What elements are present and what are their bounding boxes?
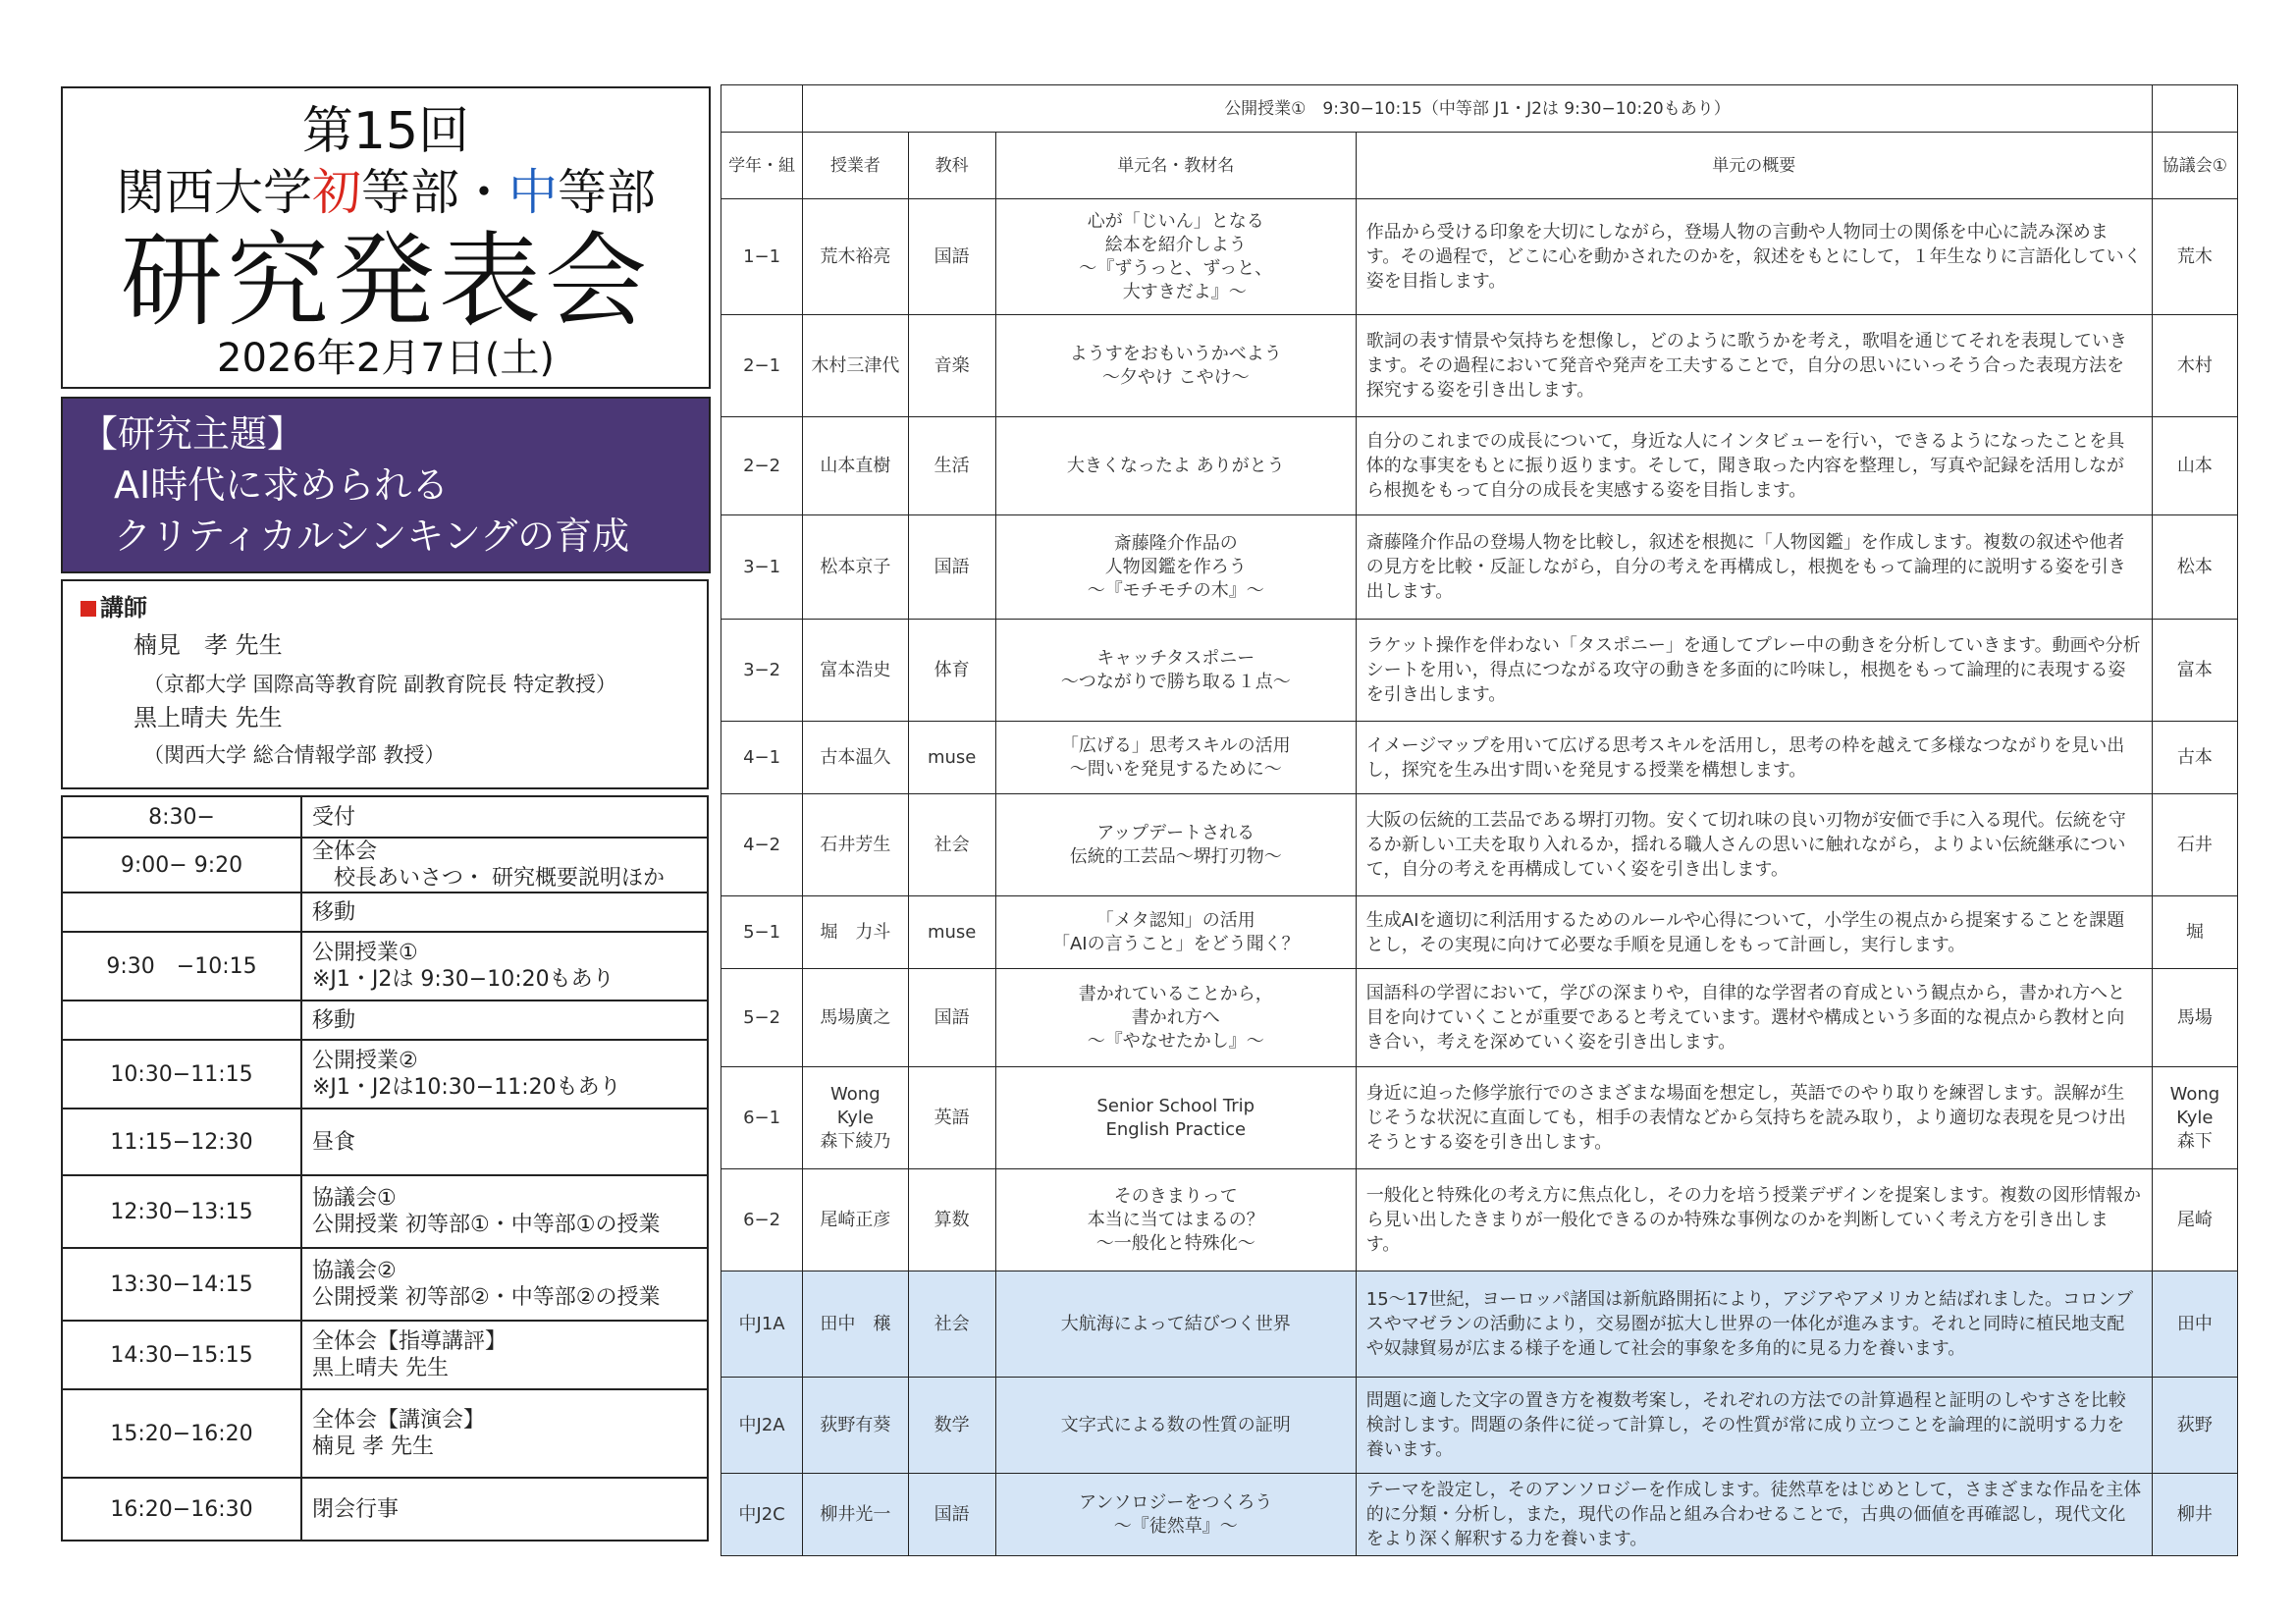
unit-cell-line: 書かれ方へ [1131, 1006, 1220, 1028]
grade-cell: 4−1 [721, 722, 803, 794]
teacher-cell: 荻野有葵 [803, 1378, 908, 1474]
schedule-activity-detail: 校長あいさつ・ 研究概要説明ほか [312, 866, 665, 891]
schedule-time: 9:30 −10:15 [62, 932, 301, 1001]
schedule-activity-title: 全体会【講演会】 [312, 1408, 486, 1433]
schedule-activity [301, 1478, 708, 1541]
unit-cell-line: 「広げる」思考スキルの活用 [1060, 734, 1291, 756]
table-row [721, 969, 2238, 1067]
grade-cell: 5−1 [721, 896, 803, 969]
schedule-time: 16:20−16:30 [62, 1478, 301, 1541]
council-cell [2152, 1067, 2237, 1169]
overview-cell: 国語科の学習において，学びの深まりや，自律的な学習者の育成という観点から，書かれ方へと目を向けていくことが重要であると考えています。選材や構成という多面的な視点から教材と向き合い，考えを深めていく姿を引き出します。 [1356, 969, 2152, 1067]
schedule-table [61, 795, 709, 1542]
unit-cell [995, 1378, 1356, 1474]
unit-cell [995, 417, 1356, 515]
schedule-activity-detail: ※J1・J2は 9:30−10:20もあり [312, 967, 614, 992]
theme-line-1: AI時代に求められる [114, 463, 450, 507]
table-row [721, 417, 2238, 515]
schedule-time: 10:30−11:15 [62, 1040, 301, 1109]
council-cell: 堀 [2152, 896, 2237, 969]
subject-cell: muse [908, 722, 995, 794]
schedule-activity [301, 1248, 708, 1321]
schedule-activity [301, 1321, 708, 1389]
schedule-activity [301, 932, 708, 1001]
schedule-activity-title: 公開授業① [312, 941, 418, 965]
schedule-activity-detail: 黒上晴夫 先生 [312, 1356, 449, 1380]
schedule-activity-title: 受付 [312, 804, 356, 830]
unit-cell-line: 書かれていることから， [1078, 983, 1273, 1004]
schedule-activity [301, 1389, 708, 1478]
grade-cell: 1−1 [721, 199, 803, 315]
council-cell: 馬場 [2152, 969, 2237, 1067]
grade-cell: 6−1 [721, 1067, 803, 1169]
teacher-cell-line: 森下綾乃 [820, 1130, 891, 1152]
subject-cell: 英語 [908, 1067, 995, 1169]
unit-cell [995, 515, 1356, 620]
subject-cell: 国語 [908, 969, 995, 1067]
secondary-division-char: 中 [508, 164, 558, 221]
schedule-activity-title: 昼食 [312, 1129, 356, 1155]
unit-cell-line: 「メタ認知」の活用 [1095, 909, 1255, 931]
schedule-time: 11:15−12:30 [62, 1109, 301, 1175]
overview-cell: 斎藤隆介作品の登場人物を比較し，叙述を根拠に「人物図鑑」を作成します。複数の叙述や他者の見方を比較・反証しながら，自分の考えを再構成し，根拠をもって論理的に説明する姿を引き出します。 [1356, 515, 2152, 620]
council-cell: 尾崎 [2152, 1169, 2237, 1271]
schedule-row [62, 838, 708, 893]
unit-cell-line: Senior School Trip [1096, 1095, 1255, 1116]
teacher-cell: 荒木裕亮 [803, 199, 908, 315]
open-class-table [721, 84, 2238, 1556]
lecturer-1-name: 楠見 孝 先生 [133, 631, 283, 659]
overview-cell: ラケット操作を伴わない「タスポニー」を通してプレー中の動きを分析していきます。動画や分析シートを用い，得点につながる攻守の動きを多面的に吟味し，根拠をもって論理的に表現する姿を引き出します。 [1356, 620, 2152, 722]
unit-cell [995, 1271, 1356, 1378]
schedule-time: 14:30−15:15 [62, 1321, 301, 1389]
event-date: 2026年2月7日(土) [217, 336, 555, 381]
unit-cell [995, 896, 1356, 969]
unit-cell-line: 「AIの言うこと」をどう聞く？ [1051, 933, 1300, 954]
unit-cell [995, 315, 1356, 417]
council-cell: 石井 [2152, 794, 2237, 896]
schedule-time: 8:30− [62, 796, 301, 838]
council-cell: 山本 [2152, 417, 2237, 515]
subject-cell: 国語 [908, 199, 995, 315]
grade-cell: 6−2 [721, 1169, 803, 1271]
overview-cell: 問題に適した文字の置き方を複数考案し，それぞれの方法での計算過程と証明のしやすさを比較検討します。問題の条件に従って計算し，その性質が常に成り立つことを論理的に説明する力を養います。 [1356, 1378, 2152, 1474]
council-cell: 田中 [2152, 1271, 2237, 1378]
table-row [721, 620, 2238, 722]
schedule-row [62, 1389, 708, 1478]
schedule-activity [301, 796, 708, 838]
grade-cell: 3−2 [721, 620, 803, 722]
header-teacher: 授業者 [803, 133, 908, 199]
unit-cell [995, 1474, 1356, 1556]
schedule-activity-title: 移動 [312, 1007, 356, 1033]
schedule-activity-title: 閉会行事 [312, 1496, 400, 1522]
schedule-row [62, 1040, 708, 1109]
council-cell-line: Kyle [2176, 1107, 2214, 1128]
council-cell-line: Wong [2169, 1083, 2220, 1105]
teacher-cell-line: Kyle [836, 1107, 874, 1128]
caption-empty-cell [721, 85, 803, 133]
schedule-activity-title: 全体会【指導講評】 [312, 1329, 507, 1354]
schedule-activity [301, 1001, 708, 1040]
teacher-cell: 古本温久 [803, 722, 908, 794]
unit-cell [995, 1067, 1356, 1169]
unit-cell-line: 〜つながりで勝ち取る１点〜 [1060, 671, 1291, 692]
table-caption: 公開授業① 9:30−10:15（中等部 J1・J2は 9:30−10:20もあり） [803, 85, 2153, 133]
table-row [721, 722, 2238, 794]
table-row [721, 1169, 2238, 1271]
unit-cell-line: 大すきだよ』〜 [1104, 281, 1247, 302]
theme-label: 【研究主題】 [80, 412, 305, 456]
council-cell: 富本 [2152, 620, 2237, 722]
unit-cell-line: 〜問いを発見するために〜 [1069, 758, 1282, 780]
lecturers-block [61, 579, 709, 789]
table-row [721, 794, 2238, 896]
event-name: 研究発表会 [120, 221, 651, 341]
theme-line-2: クリティカルシンキングの育成 [114, 514, 630, 558]
grade-cell: 2−1 [721, 315, 803, 417]
schedule-activity-title: 移動 [312, 899, 356, 925]
unit-cell-line: 文字式による数の性質の証明 [1060, 1414, 1291, 1435]
schedule-time: 15:20−16:20 [62, 1389, 301, 1478]
unit-cell-line: 〜一般化と特殊化〜 [1095, 1232, 1255, 1254]
unit-cell [995, 969, 1356, 1067]
unit-cell-line: 人物図鑑を作ろう [1104, 556, 1247, 577]
overview-cell: 身近に迫った修学旅行でのさまざまな場面を想定し，英語でのやり取りを練習します。誤解が生じそうな状況に直面しても，相手の表情などから気持ちを読み取り，より適切な表現を見つけ出そうとする姿を引き出します。 [1356, 1067, 2152, 1169]
overview-cell: 歌詞の表す情景や気持ちを想像し，どのように歌うかを考え，歌唱を通じてそれを表現していきます。その過程において発音や発声を工夫することで，自分の思いにいっそう合った表現方法を探究する姿を引き出します。 [1356, 315, 2152, 417]
grade-cell: 5−2 [721, 969, 803, 1067]
unit-cell-line: 絵本を紹介しよう [1104, 234, 1247, 255]
unit-cell-line: English Practice [1105, 1118, 1247, 1140]
table-row [721, 199, 2238, 315]
header-council: 協議会① [2152, 133, 2237, 199]
schedule-activity-detail: ※J1・J2は10:30−11:20もあり [312, 1075, 621, 1100]
unit-cell [995, 794, 1356, 896]
subject-cell: 社会 [908, 794, 995, 896]
teacher-cell: 馬場廣之 [803, 969, 908, 1067]
overview-cell: 作品から受ける印象を大切にしながら，登場人物の言動や人物同士の関係を中心に読み深めます。その過程で，どこに心を動かされたのかを，叙述をもとにして，１年生なりに言語化していく姿を目指します。 [1356, 199, 2152, 315]
council-cell: 古本 [2152, 722, 2237, 794]
lecturers-heading: 講師 [80, 593, 147, 622]
table-row [721, 1474, 2238, 1556]
event-title-block [61, 86, 711, 389]
header-grade: 学年・組 [721, 133, 803, 199]
schedule-activity-title: 協議会② [312, 1259, 397, 1283]
teacher-cell: 石井芳生 [803, 794, 908, 896]
unit-cell [995, 199, 1356, 315]
overview-cell: イメージマップを用いて広げる思考スキルを活用し，思考の枠を越えて多様なつながりを見い出し，探究を生み出す問いを発見する授業を構想します。 [1356, 722, 2152, 794]
unit-cell [995, 722, 1356, 794]
schedule-activity [301, 1040, 708, 1109]
subject-cell: 音楽 [908, 315, 995, 417]
unit-cell-line: キャッチタスポニー [1096, 647, 1255, 669]
lecturer-2-name: 黒上晴夫 先生 [133, 704, 283, 731]
header-unit: 単元名・教材名 [995, 133, 1356, 199]
schedule-activity-title: 協議会① [312, 1186, 397, 1211]
unit-cell [995, 1169, 1356, 1271]
schedule-row [62, 1001, 708, 1040]
grade-cell: 4−2 [721, 794, 803, 896]
lecturer-1-affiliation: （京都大学 国際高等教育院 副教育院長 特定教授） [143, 673, 617, 696]
schedule-activity-title: 全体会 [312, 839, 378, 864]
overview-cell: テーマを設定し，そのアンソロジーを作成します。徒然草をはじめとして，さまざまな作品を主体的に分類・分析し，また，現代の作品と組み合わせることで，古典の価値を再確認し，現代文化をより深く解釈する力を養います。 [1356, 1474, 2152, 1556]
council-cell: 荒木 [2152, 199, 2237, 315]
schedule-activity [301, 1175, 708, 1248]
subject-cell: 社会 [908, 1271, 995, 1378]
table-row [721, 1378, 2238, 1474]
teacher-cell: 田中 穣 [803, 1271, 908, 1378]
unit-cell-line: 大きくなったよ ありがとう [1066, 455, 1285, 476]
council-cell: 柳井 [2152, 1474, 2237, 1556]
unit-cell-line: ようすをおもいうかべよう [1069, 343, 1282, 364]
unit-cell [995, 620, 1356, 722]
subject-cell: 国語 [908, 515, 995, 620]
subject-cell: 算数 [908, 1169, 995, 1271]
subject-cell: muse [908, 896, 995, 969]
unit-cell-line: 心が「じいん」となる [1087, 210, 1264, 232]
header-subject: 教科 [908, 133, 995, 199]
schedule-time [62, 1001, 301, 1040]
schedule-time: 12:30−13:15 [62, 1175, 301, 1248]
council-cell: 木村 [2152, 315, 2237, 417]
unit-cell-line: 〜『やなせたかし』〜 [1087, 1030, 1264, 1052]
schedule-activity [301, 1109, 708, 1175]
primary-division-char: 初 [312, 164, 361, 221]
table-caption-row [721, 85, 2238, 133]
table-row [721, 315, 2238, 417]
schedule-time: 9:00− 9:20 [62, 838, 301, 893]
unit-cell-line: 伝統的工芸品〜堺打刃物〜 [1069, 845, 1282, 867]
schedule-activity [301, 893, 708, 932]
grade-cell: 3−1 [721, 515, 803, 620]
unit-cell-line: 本当に当てはまるの？ [1087, 1209, 1264, 1230]
teacher-cell: 堀 力斗 [803, 896, 908, 969]
teacher-cell-line: Wong [830, 1083, 881, 1105]
header-overview: 単元の概要 [1356, 133, 2152, 199]
unit-cell-line: アップデートされる [1096, 822, 1255, 843]
schedule-row [62, 1478, 708, 1541]
council-cell: 松本 [2152, 515, 2237, 620]
table-header-row [721, 133, 2238, 199]
teacher-cell: 松本京子 [803, 515, 908, 620]
council-cell-line: 森下 [2176, 1130, 2213, 1152]
red-square-icon [80, 601, 96, 617]
teacher-cell: 尾崎正彦 [803, 1169, 908, 1271]
unit-cell-line: 〜『ずうっと、ずっと、 [1079, 257, 1273, 279]
subject-cell: 国語 [908, 1474, 995, 1556]
unit-cell-line: 斎藤隆介作品の [1113, 532, 1238, 554]
council-cell: 荻野 [2152, 1378, 2237, 1474]
lecturer-2-affiliation: （関西大学 総合情報学部 教授） [143, 743, 446, 767]
schedule-activity-detail: 公開授業 初等部①・中等部①の授業 [312, 1213, 661, 1237]
unit-cell-line: 大航海によって結びつく世界 [1060, 1313, 1291, 1334]
teacher-cell: 山本直樹 [803, 417, 908, 515]
schedule-activity-title: 公開授業② [312, 1049, 418, 1073]
table-row [721, 1271, 2238, 1378]
subject-cell: 生活 [908, 417, 995, 515]
table-row [721, 515, 2238, 620]
overview-cell: 生成AIを適切に利活用するためのルールや心得について，小学生の視点から提案することを課題とし，その実現に向けて必要な手順を見通しをもって計画し，実行します。 [1356, 896, 2152, 969]
unit-cell-line: 〜夕やけ こやけ〜 [1101, 366, 1250, 388]
teacher-cell: 富本浩史 [803, 620, 908, 722]
schedule-row [62, 893, 708, 932]
overview-cell: 自分のこれまでの成長について，身近な人にインタビューを行い，できるようになったことを具体的な事実をもとに振り返ります。そして，聞き取った内容を整理し，写真や記録を活用しながら根拠をもって自分の成長を実感する姿を目指します。 [1356, 417, 2152, 515]
unit-cell-line: 〜『徒然草』〜 [1113, 1515, 1238, 1537]
event-edition: 第15回 [301, 102, 470, 161]
subject-cell: 数学 [908, 1378, 995, 1474]
schedule-row [62, 796, 708, 838]
unit-cell-line: アンソロジーをつくろう [1079, 1491, 1273, 1513]
grade-cell: 中J2A [721, 1378, 803, 1474]
overview-cell: 15〜17世紀，ヨーロッパ諸国は新航路開拓により，アジアやアメリカと結ばれました。コロンブスやマゼランの活動により，交易圏が拡大し世界の一体化が進みます。それと同時に植民地支配や奴隷貿易が広まる様子を通して社会的事象を多角的に見る力を養います。 [1356, 1271, 2152, 1378]
schedule-activity-detail: 公開授業 初等部②・中等部②の授業 [312, 1285, 661, 1310]
schedule-activity-detail: 楠見 孝 先生 [312, 1434, 434, 1459]
event-school-name: 関西大学初等部・中等部 [116, 164, 656, 221]
overview-cell: 大阪の伝統的工芸品である堺打刃物。安くて切れ味の良い刃物が安価で手に入る現代。伝統を守るか新しい工夫を取り入れるか，揺れる職人さんの思いに触れながら，よりよい伝統継承について，自分の考えを再構成していく姿を引き出します。 [1356, 794, 2152, 896]
schedule-row [62, 1109, 708, 1175]
grade-cell: 中J1A [721, 1271, 803, 1378]
unit-cell-line: そのきまりって [1113, 1185, 1238, 1207]
grade-cell: 2−2 [721, 417, 803, 515]
grade-cell: 中J2C [721, 1474, 803, 1556]
teacher-cell [803, 1067, 908, 1169]
research-theme-block [61, 397, 711, 573]
caption-empty-cell [2152, 85, 2237, 133]
schedule-time: 13:30−14:15 [62, 1248, 301, 1321]
subject-cell: 体育 [908, 620, 995, 722]
table-row [721, 896, 2238, 969]
schedule-row [62, 1248, 708, 1321]
teacher-cell: 木村三津代 [803, 315, 908, 417]
schedule-row [62, 1321, 708, 1389]
table-row [721, 1067, 2238, 1169]
unit-cell-line: 〜『モチモチの木』〜 [1087, 579, 1264, 601]
schedule-time [62, 893, 301, 932]
teacher-cell: 柳井光一 [803, 1474, 908, 1556]
overview-cell: 一般化と特殊化の考え方に焦点化し，その力を培う授業デザインを提案します。複数の図形情報から見い出したきまりが一般化できるのか特殊な事例なのかを判断していく考え方を引き出します。 [1356, 1169, 2152, 1271]
schedule-row [62, 1175, 708, 1248]
schedule-activity [301, 838, 708, 893]
schedule-row [62, 932, 708, 1001]
